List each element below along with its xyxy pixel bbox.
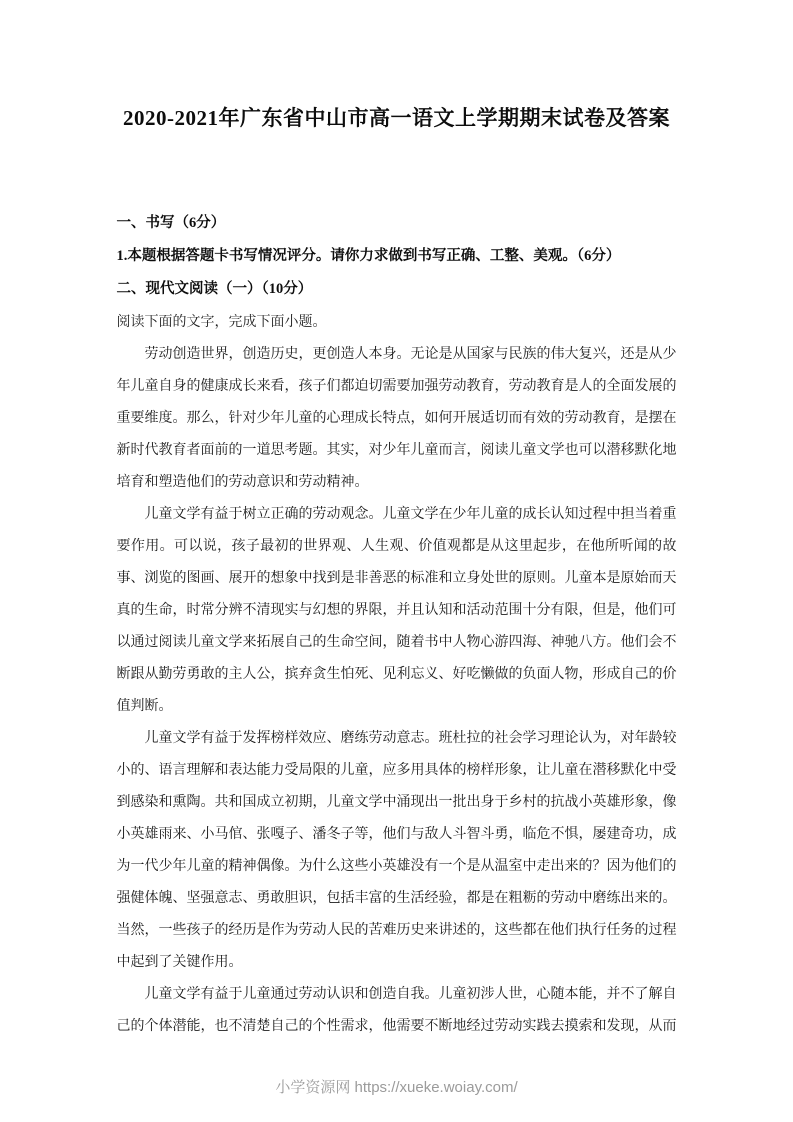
document-body (117, 207, 677, 1043)
reading-passage (117, 339, 677, 1043)
passage-paragraph-3: 儿童文学有益于发挥榜样效应、磨练劳动意志。班杜拉的社会学习理论认为，对年龄较小的、语言理解和表达能力受局限的儿童，应多用具体的榜样形象，让儿童在潜移默化中受到感染和熏陶。共和国成立初期，儿童文学中涌现出一批出身于乡村的抗战小英雄形象，像小英雄雨来、小马倌、张嘎子、潘冬子等，他们与敌人斗智斗勇，临危不惧，屡建奇功，成为一代少年儿童的精神偶像。为什么这些小英雄没有一个是从温室中走出来的？因为他们的强健体魄、坚强意志、勇敢胆识，包括丰富的生活经验，都是在粗粝的劳动中磨练出来的。当然，一些孩子的经历是作为劳动人民的苦难历史来讲述的，这些都在他们执行任务的过程中起到了关键作用。 (116, 731, 677, 970)
question-1-text: 1.本题根据答题卡书写情况评分。请你力求做到书写正确、工整、美观。（6分） (116, 248, 621, 264)
page-title: 2020-2021年广东省中山市高一语文上学期期末试卷及答案 (123, 106, 670, 130)
passage-paragraph-1: 劳动创造世界，创造历史，更创造人本身。无论是从国家与民族的伟大复兴，还是从少年儿童自身的健康成长来看，孩子们都迫切需要加强劳动教育，劳动教育是人的全面发展的重要维度。那么，针对少年儿童的心理成长特点，如何开展适切而有效的劳动教育，是摆在新时代教育者面前的一道思考题。其实，对少年儿童而言，阅读儿童文学也可以潜移默化地培育和塑造他们的劳动意识和劳动精神。 (116, 347, 677, 490)
section-heading-writing: 一、书写（6分） (116, 215, 226, 231)
footer-watermark: 小学资源网 https://xueke.woiay.com/ (275, 1079, 518, 1096)
passage-paragraph-4: 儿童文学有益于儿童通过劳动认识和创造自我。儿童初涉人世，心随本能，并不了解自己的个体潜能，也不清楚自己的个性需求，他需要不断地经过劳动实践去摸索和发现，从而 (116, 987, 677, 1034)
passage-paragraph-2: 儿童文学有益于树立正确的劳动观念。儿童文学在少年儿童的成长认知过程中担当着重要作用。可以说，孩子最初的世界观、人生观、价值观都是从这里起步，在他所听闻的故事、浏览的图画、展开的想象中找到是非善恶的标准和立身处世的原则。儿童本是原始而天真的生命，时常分辨不清现实与幻想的界限，并且认知和活动范围十分有限，但是，他们可以通过阅读儿童文学来拓展自己的生命空间，随着书中人物心游四海、神驰八方。他们会不断跟从勤劳勇敢的主人公，摈弃贪生怕死、见利忘义、好吃懒做的负面人物，形成自己的价值判断。 (116, 507, 677, 714)
reading-instruction: 阅读下面的文字，完成下面小题。 (116, 315, 327, 330)
section-heading-modern-reading: 二、现代文阅读（一）（10分） (116, 281, 313, 297)
